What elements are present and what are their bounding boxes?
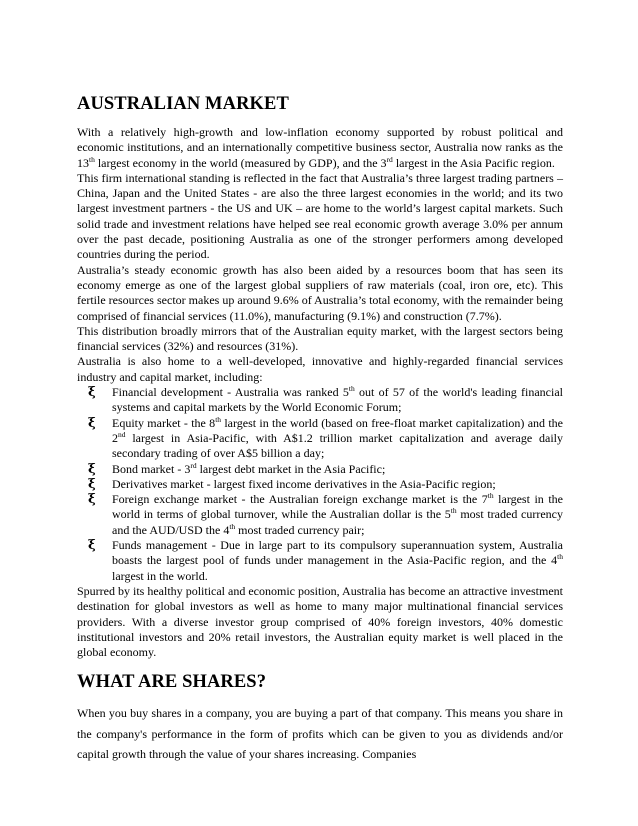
paragraph-equity-distribution: This distribution broadly mirrors that of the Australian equity market, with the largest sectors being financial services (32%) and resources (31%). <box>77 323 563 354</box>
document-body <box>77 93 563 765</box>
heading-australian-market: AUSTRALIAN MARKET <box>77 94 289 114</box>
list-item: ξ Financial development - Australia was ranked 5th out of 57 of the world's leading financial systems and capital markets by the World Economic Forum; <box>88 384 563 415</box>
list-item: ξ Derivatives market - largest fixed income derivatives in the Asia-Pacific region; <box>88 476 496 492</box>
paragraph-resources-boom: Australia’s steady economic growth has also been aided by a resources boom that has seen its economy emerge as one of the largest global suppliers of raw materials (coal, iron ore, etc). This fertile resources sector makes up around 9.6% of Australia’s total economy, with the remainder being comprised of financial services (11.0%), manufacturing (9.1%) and construction (7.7%). <box>77 262 563 323</box>
paragraph-shares-explained: When you buy shares in a company, you are buying a part of that company. This means you share in the company's performance in the form of profits which can be given to you as dividends and/or capital growth through the value of your shares increasing. Companies <box>77 706 563 762</box>
financial-services-list <box>77 385 563 584</box>
bullet-xi-icon: ξ <box>88 476 96 492</box>
paragraph-economy-ranking: With a relatively high-growth and low-inflation economy supported by robust political and economic institutions, and an internationally competitive business sector, Australia now ranks as the 13th largest economy in the world (measured by GDP), and the 3rd largest in the Asia Pacific region. <box>77 125 563 170</box>
paragraph-investment-destination: Spurred by its healthy political and economic position, Australia has become an attractive investment destination for global investors as well as home to many major multinational financial services providers. With a diverse investor group comprised of 40% foreign investors, 40% domestic institutional investors and 20% retail investors, the Australian equity market is well placed in the global economy. <box>77 583 563 660</box>
paragraph-trading-partners: This firm international standing is reflected in the fact that Australia’s three largest trading partners – China, Japan and the United States - are also the three largest economies in the world; and its two largest investment partners - the US and UK – are home to the world’s largest capital markets. Such solid trade and investment relations have helped see real economic growth average 3.0% per annum over the past decade, positioning Australia as one of the stronger performers among developed countries during the period. <box>77 170 563 262</box>
list-item: ξ Funds management - Due in large part to its compulsory superannuation system, Australia boasts the largest pool of funds under management in the Asia-Pacific region, and the 4th largest in the world. <box>88 538 563 583</box>
list-item: ξ Foreign exchange market - the Australian foreign exchange market is the 7th largest in the world in terms of global turnover, while the Australian dollar is the 5th most traded currency and the AUD/USD the 4th most traded currency pair; <box>88 491 563 537</box>
bullet-xi-icon: ξ <box>88 461 96 477</box>
list-item: ξ Bond market - 3rd largest debt market in the Asia Pacific; <box>88 460 386 477</box>
bullet-xi-icon: ξ <box>88 415 96 431</box>
paragraph-financial-services-intro: Australia is also home to a well-developed, innovative and highly-regarded financial services industry and capital market, including: <box>77 354 563 384</box>
heading-what-are-shares: WHAT ARE SHARES? <box>77 672 267 693</box>
bullet-xi-icon: ξ <box>88 538 96 554</box>
bullet-xi-icon: ξ <box>88 385 96 401</box>
list-item: ξ Equity market - the 8th largest in the world (based on free-float market capitalization) and the 2nd largest in Asia-Pacific, with A$1.2 trillion market capitalization and average daily secondary trading of over A$5 billion a day; <box>88 414 563 461</box>
bullet-xi-icon: ξ <box>88 492 96 508</box>
